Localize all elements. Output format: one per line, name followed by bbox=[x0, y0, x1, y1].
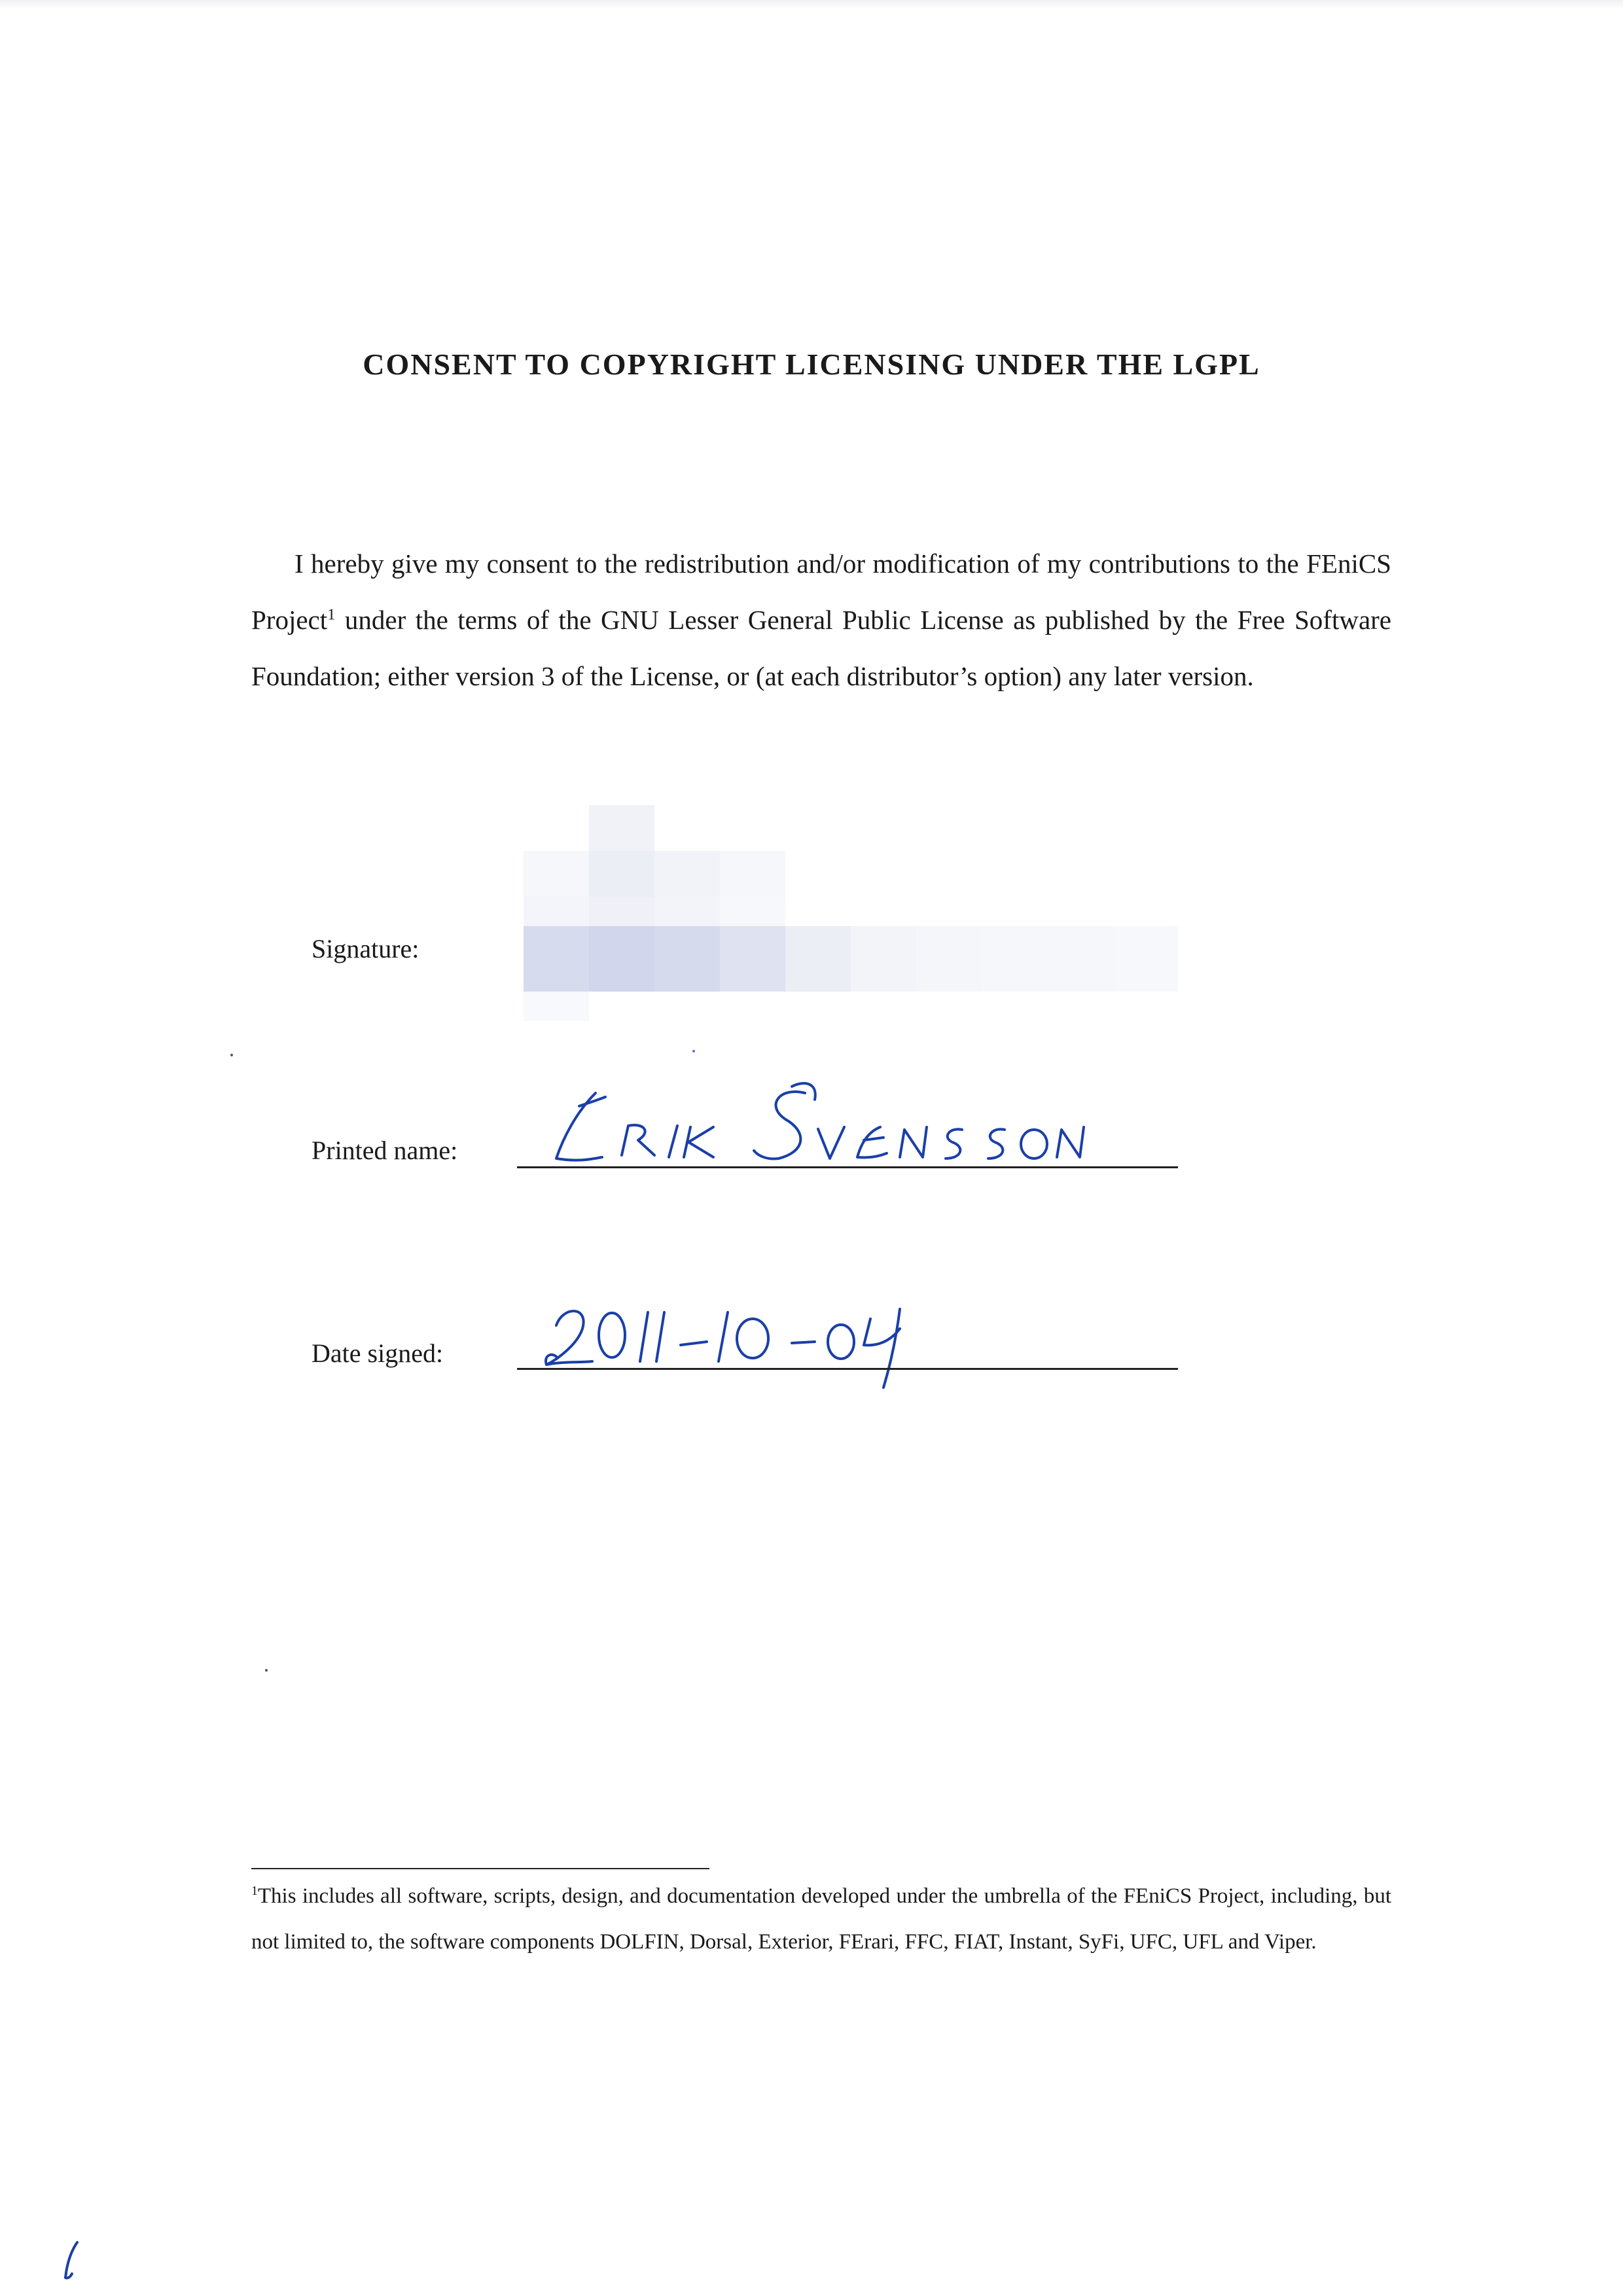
footnote-reference: 1 bbox=[327, 605, 336, 624]
scan-speck bbox=[692, 1050, 695, 1052]
date-signed-label: Date signed: bbox=[312, 1338, 444, 1368]
consent-paragraph bbox=[251, 535, 1391, 704]
footnote-text: This includes all software, scripts, design, and documentation developed under the umbrella of the FEniCS Project, including, but not limited to, the software components DOLFIN, Dorsal, Exterior, FErari, FFC, FIAT, Instant, SyFi, UFC, UFL and Viper. bbox=[251, 1884, 1391, 1954]
consent-text-end: under the terms of the GNU Lesser General Public License as published by the Free Software Foundation; either version 3 of the License, or (at each distributor’s option) any later version. bbox=[251, 605, 1391, 691]
date-signed-handwriting bbox=[517, 1283, 1178, 1388]
scan-speck bbox=[265, 1669, 268, 1672]
margin-ink-mark bbox=[59, 2238, 85, 2291]
footnote bbox=[251, 1873, 1391, 1965]
footnote-rule bbox=[251, 1868, 709, 1869]
printed-name-handwriting bbox=[517, 1067, 1178, 1178]
signature-label: Signature: bbox=[312, 934, 419, 963]
scan-edge bbox=[0, 0, 1623, 9]
signature-redaction bbox=[524, 805, 1185, 1021]
printed-name-label: Printed name: bbox=[312, 1136, 458, 1165]
document-title: CONSENT TO COPYRIGHT LICENSING UNDER THE LGPL bbox=[363, 348, 1260, 381]
footnote-mark: 1 bbox=[251, 1884, 258, 1898]
scan-speck bbox=[230, 1054, 233, 1056]
consent-text-start: I hereby give my consent to the redistribution and/or modification of my contributions to the FEniCS Project bbox=[251, 548, 1391, 635]
printed-name-line bbox=[517, 1166, 1178, 1168]
date-signed-line bbox=[517, 1368, 1178, 1370]
